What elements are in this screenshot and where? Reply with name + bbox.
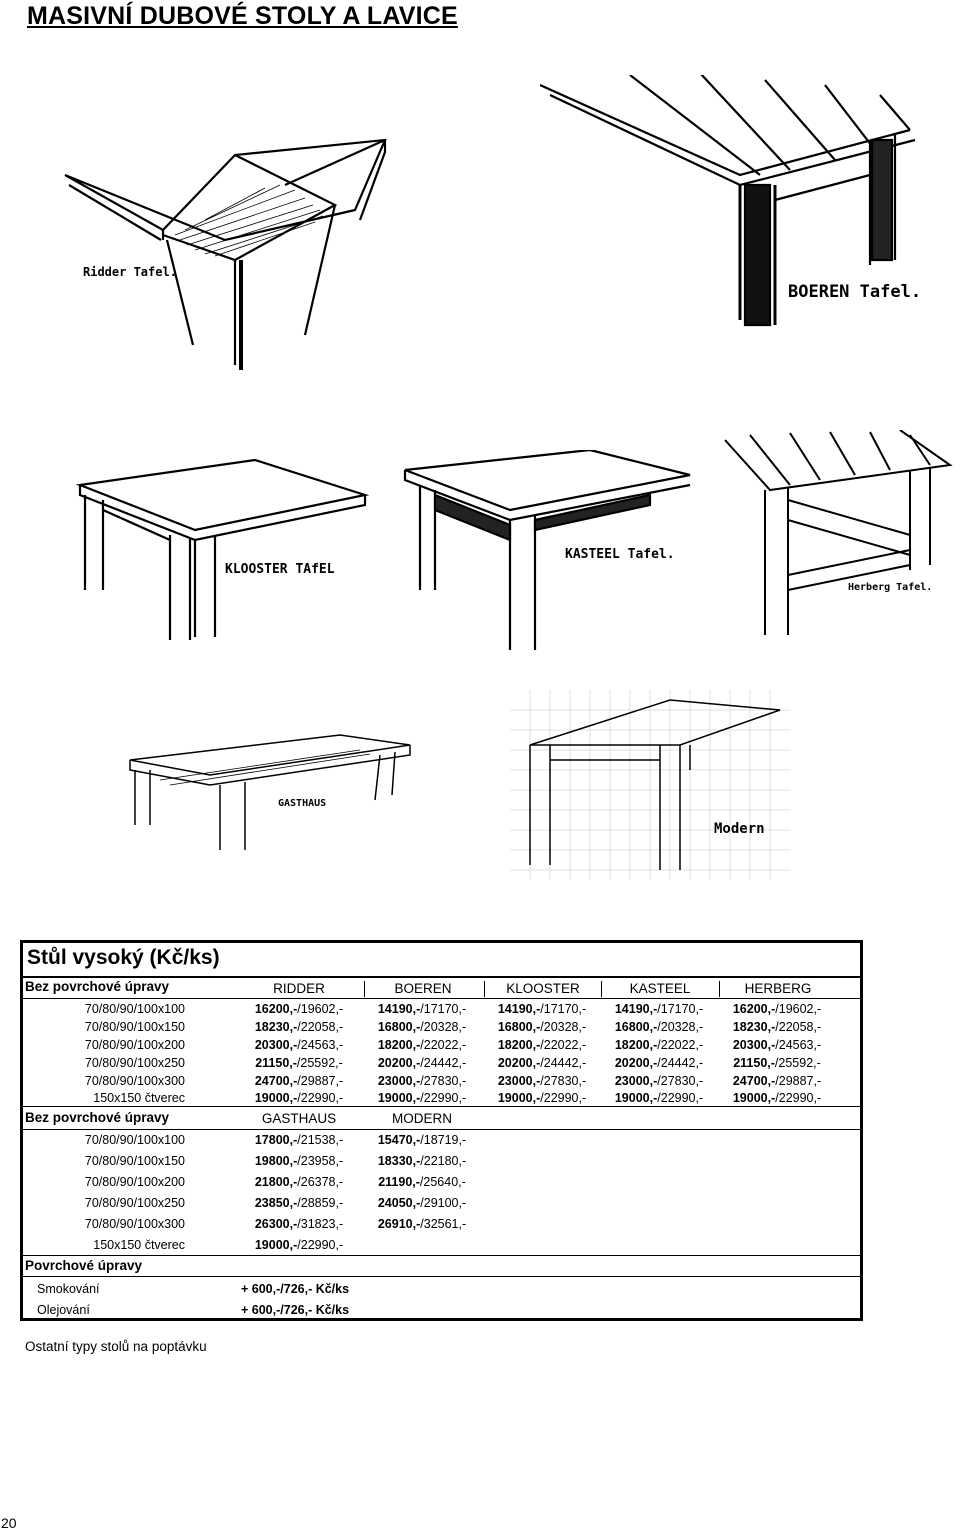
price-excl-vat: 20300,- bbox=[254, 1038, 298, 1052]
price-incl-vat: /29887,- bbox=[297, 1074, 344, 1088]
price-incl-vat: /29887,- bbox=[775, 1074, 822, 1088]
price-incl-vat: /22058,- bbox=[297, 1020, 344, 1034]
price-excl-vat: 19000,- bbox=[377, 1091, 421, 1105]
price-cell bbox=[719, 1001, 835, 1017]
row-size: 70/80/90/100x200 bbox=[84, 1175, 185, 1189]
price-incl-vat: /24442,- bbox=[540, 1056, 587, 1070]
divider bbox=[23, 1129, 860, 1130]
price-excl-vat: 21150,- bbox=[255, 1056, 297, 1070]
price-incl-vat: /32561,- bbox=[420, 1217, 467, 1231]
price-excl-vat: 24700,- bbox=[254, 1074, 298, 1088]
row-size: 70/80/90/100x150 bbox=[84, 1154, 185, 1168]
price-incl-vat: /20328,- bbox=[540, 1020, 587, 1034]
price-table-title: Stůl vysoký (Kč/ks) bbox=[27, 946, 220, 969]
boeren-table-sketch bbox=[540, 75, 940, 375]
price-excl-vat: 16200,- bbox=[254, 1002, 298, 1016]
price-excl-vat: 19000,- bbox=[254, 1091, 298, 1105]
price-excl-vat: 14190,- bbox=[377, 1002, 421, 1016]
price-incl-vat: /17170,- bbox=[540, 1002, 587, 1016]
price-incl-vat: /24442,- bbox=[420, 1056, 467, 1070]
price-cell bbox=[601, 1001, 717, 1017]
klooster-table-sketch bbox=[75, 455, 375, 655]
price-excl-vat: 16800,- bbox=[497, 1020, 541, 1034]
price-incl-vat: /27830,- bbox=[540, 1074, 587, 1088]
row-size: 70/80/90/100x300 bbox=[84, 1074, 185, 1088]
price-cell bbox=[364, 1055, 480, 1071]
price-cell bbox=[601, 1055, 717, 1071]
kasteel-table-sketch bbox=[400, 450, 700, 670]
price-incl-vat: /20328,- bbox=[420, 1020, 467, 1034]
row-size: 70/80/90/100x300 bbox=[84, 1217, 185, 1231]
price-cell bbox=[364, 1216, 480, 1232]
price-cell bbox=[241, 1073, 357, 1089]
surface-treatment-price: + 600,-/726,- Kč/ks bbox=[241, 1282, 350, 1296]
price-excl-vat: 19800,- bbox=[254, 1154, 298, 1168]
price-incl-vat: /29100,- bbox=[420, 1196, 467, 1210]
price-excl-vat: 20200,- bbox=[377, 1056, 421, 1070]
boeren-label: BOEREN Tafel. bbox=[788, 282, 922, 302]
price-cell bbox=[241, 1037, 357, 1053]
price-cell bbox=[241, 1237, 357, 1253]
price-incl-vat: /18719,- bbox=[420, 1133, 467, 1147]
price-excl-vat: 16800,- bbox=[614, 1020, 658, 1034]
price-cell bbox=[364, 1090, 480, 1106]
price-incl-vat: /28859,- bbox=[297, 1196, 344, 1210]
price-cell bbox=[484, 1090, 600, 1106]
modern-table-sketch bbox=[510, 690, 800, 880]
row-size: 70/80/90/100x100 bbox=[84, 1133, 185, 1147]
price-excl-vat: 24050,- bbox=[377, 1196, 421, 1210]
price-cell bbox=[601, 1073, 717, 1089]
row-size: 70/80/90/100x250 bbox=[84, 1056, 185, 1070]
price-excl-vat: 20300,- bbox=[732, 1038, 776, 1052]
row-size: 70/80/90/100x100 bbox=[84, 1002, 185, 1016]
price-excl-vat: 24700,- bbox=[732, 1074, 776, 1088]
price-cell bbox=[364, 1037, 480, 1053]
col-boeren: BOEREN bbox=[364, 981, 481, 997]
price-incl-vat: /25592,- bbox=[774, 1056, 821, 1070]
price-excl-vat: 18200,- bbox=[377, 1038, 421, 1052]
price-cell bbox=[241, 1132, 357, 1148]
price-excl-vat: 20200,- bbox=[497, 1056, 541, 1070]
price-cell bbox=[484, 1019, 600, 1035]
price-table bbox=[20, 940, 863, 1321]
price-cell bbox=[364, 1132, 480, 1148]
price-cell bbox=[484, 1037, 600, 1053]
section-label-2: Bez povrchové úpravy bbox=[25, 1110, 170, 1125]
klooster-label: KLOOSTER TAfEL bbox=[225, 562, 335, 577]
price-cell bbox=[719, 1090, 835, 1106]
price-cell bbox=[241, 1090, 357, 1106]
note: Ostatní typy stolů na poptávku bbox=[25, 1339, 207, 1354]
row-size: 70/80/90/100x250 bbox=[84, 1196, 185, 1210]
price-cell bbox=[241, 1019, 357, 1035]
section-label-1: Bez povrchové úpravy bbox=[25, 979, 170, 994]
price-excl-vat: 18200,- bbox=[614, 1038, 658, 1052]
price-cell bbox=[364, 1073, 480, 1089]
price-incl-vat: /24442,- bbox=[657, 1056, 704, 1070]
page-number: 20 bbox=[1, 1515, 17, 1531]
page-title: MASIVNÍ DUBOVÉ STOLY A LAVICE bbox=[27, 2, 458, 30]
price-excl-vat: 19000,- bbox=[614, 1091, 658, 1105]
price-incl-vat: /26378,- bbox=[297, 1175, 344, 1189]
price-excl-vat: 18200,- bbox=[497, 1038, 541, 1052]
price-cell bbox=[241, 1195, 357, 1211]
price-excl-vat: 16800,- bbox=[377, 1020, 421, 1034]
herberg-label: Herberg Tafel. bbox=[848, 582, 933, 593]
ridder-label: Ridder Tafel. bbox=[83, 265, 177, 279]
price-incl-vat: /22058,- bbox=[775, 1020, 822, 1034]
price-cell bbox=[484, 1055, 600, 1071]
col-herberg: HERBERG bbox=[719, 981, 836, 997]
price-incl-vat: /22022,- bbox=[420, 1038, 467, 1052]
kasteel-label: KASTEEL Tafel. bbox=[565, 547, 675, 562]
col-kasteel: KASTEEL bbox=[601, 981, 718, 997]
col-ridder: RIDDER bbox=[273, 981, 325, 996]
price-excl-vat: 16200,- bbox=[732, 1002, 776, 1016]
price-cell bbox=[719, 1073, 835, 1089]
price-excl-vat: 19000,- bbox=[497, 1091, 541, 1105]
price-excl-vat: 14190,- bbox=[614, 1002, 658, 1016]
col-modern: MODERN bbox=[392, 1111, 452, 1126]
price-incl-vat: /22990,- bbox=[775, 1091, 822, 1105]
price-incl-vat: /25592,- bbox=[296, 1056, 343, 1070]
price-incl-vat: /24563,- bbox=[297, 1038, 344, 1052]
price-incl-vat: /24563,- bbox=[775, 1038, 822, 1052]
price-incl-vat: /22990,- bbox=[420, 1091, 467, 1105]
herberg-table-sketch bbox=[720, 430, 960, 650]
ridder-table-sketch bbox=[55, 80, 425, 380]
price-incl-vat: /22022,- bbox=[657, 1038, 704, 1052]
price-incl-vat: /21538,- bbox=[297, 1133, 344, 1147]
divider bbox=[23, 1276, 860, 1277]
price-excl-vat: 21190,- bbox=[378, 1175, 420, 1189]
price-excl-vat: 23000,- bbox=[377, 1074, 421, 1088]
price-cell bbox=[241, 1174, 357, 1190]
price-excl-vat: 21150,- bbox=[733, 1056, 775, 1070]
price-excl-vat: 21800,- bbox=[254, 1175, 298, 1189]
modern-label: Modern bbox=[714, 821, 765, 837]
price-excl-vat: 14190,- bbox=[497, 1002, 541, 1016]
price-excl-vat: 26910,- bbox=[377, 1217, 421, 1231]
price-excl-vat: 23000,- bbox=[614, 1074, 658, 1088]
price-cell bbox=[719, 1019, 835, 1035]
price-incl-vat: /22990,- bbox=[297, 1091, 344, 1105]
price-incl-vat: /22990,- bbox=[540, 1091, 587, 1105]
row-size: 150x150 čtverec bbox=[93, 1238, 185, 1252]
price-cell bbox=[241, 1216, 357, 1232]
price-incl-vat: /27830,- bbox=[420, 1074, 467, 1088]
price-excl-vat: 23000,- bbox=[497, 1074, 541, 1088]
price-excl-vat: 18230,- bbox=[254, 1020, 298, 1034]
price-cell bbox=[719, 1037, 835, 1053]
divider bbox=[23, 998, 860, 999]
price-cell bbox=[364, 1019, 480, 1035]
price-incl-vat: /17170,- bbox=[657, 1002, 704, 1016]
price-cell bbox=[364, 1153, 480, 1169]
price-cell bbox=[241, 1055, 357, 1071]
price-incl-vat: /19602,- bbox=[297, 1002, 344, 1016]
price-excl-vat: 18230,- bbox=[732, 1020, 776, 1034]
surface-treatment-name: Smokování bbox=[37, 1282, 100, 1296]
price-incl-vat: /22990,- bbox=[297, 1238, 344, 1252]
price-cell bbox=[601, 1037, 717, 1053]
price-excl-vat: 17800,- bbox=[254, 1133, 298, 1147]
price-incl-vat: /22022,- bbox=[540, 1038, 587, 1052]
price-incl-vat: /17170,- bbox=[420, 1002, 467, 1016]
price-incl-vat: /19602,- bbox=[775, 1002, 822, 1016]
price-excl-vat: 23850,- bbox=[254, 1196, 298, 1210]
col-klooster: KLOOSTER bbox=[484, 981, 601, 997]
row-size: 150x150 čtverec bbox=[93, 1091, 185, 1105]
row-size: 70/80/90/100x150 bbox=[84, 1020, 185, 1034]
divider bbox=[23, 1255, 860, 1256]
price-cell bbox=[364, 1174, 480, 1190]
price-incl-vat: /23958,- bbox=[297, 1154, 344, 1168]
price-excl-vat: 18330,- bbox=[377, 1154, 421, 1168]
surface-treatment-name: Olejování bbox=[37, 1303, 90, 1317]
price-incl-vat: /31823,- bbox=[297, 1217, 344, 1231]
surface-treatment-price: + 600,-/726,- Kč/ks bbox=[241, 1303, 350, 1317]
divider bbox=[23, 1106, 860, 1107]
price-incl-vat: /25640,- bbox=[419, 1175, 466, 1189]
col-gasthaus: GASTHAUS bbox=[261, 1111, 337, 1126]
divider bbox=[23, 976, 860, 978]
price-cell bbox=[484, 1001, 600, 1017]
price-incl-vat: /20328,- bbox=[657, 1020, 704, 1034]
gasthaus-label: GASTHAUS bbox=[278, 798, 327, 809]
price-excl-vat: 20200,- bbox=[614, 1056, 658, 1070]
gasthaus-table-sketch bbox=[110, 730, 440, 860]
price-cell bbox=[601, 1090, 717, 1106]
price-cell bbox=[719, 1055, 835, 1071]
row-size: 70/80/90/100x200 bbox=[84, 1038, 185, 1052]
price-cell bbox=[364, 1195, 480, 1211]
price-cell bbox=[364, 1001, 480, 1017]
price-incl-vat: /22990,- bbox=[657, 1091, 704, 1105]
price-incl-vat: /22180,- bbox=[420, 1154, 467, 1168]
section-label-3: Povrchové úpravy bbox=[25, 1258, 143, 1273]
price-cell bbox=[484, 1073, 600, 1089]
price-incl-vat: /27830,- bbox=[657, 1074, 704, 1088]
price-cell bbox=[241, 1153, 357, 1169]
price-cell bbox=[241, 1001, 357, 1017]
price-cell bbox=[601, 1019, 717, 1035]
price-excl-vat: 19000,- bbox=[732, 1091, 776, 1105]
price-excl-vat: 15470,- bbox=[377, 1133, 421, 1147]
price-excl-vat: 19000,- bbox=[254, 1238, 298, 1252]
price-excl-vat: 26300,- bbox=[254, 1217, 298, 1231]
